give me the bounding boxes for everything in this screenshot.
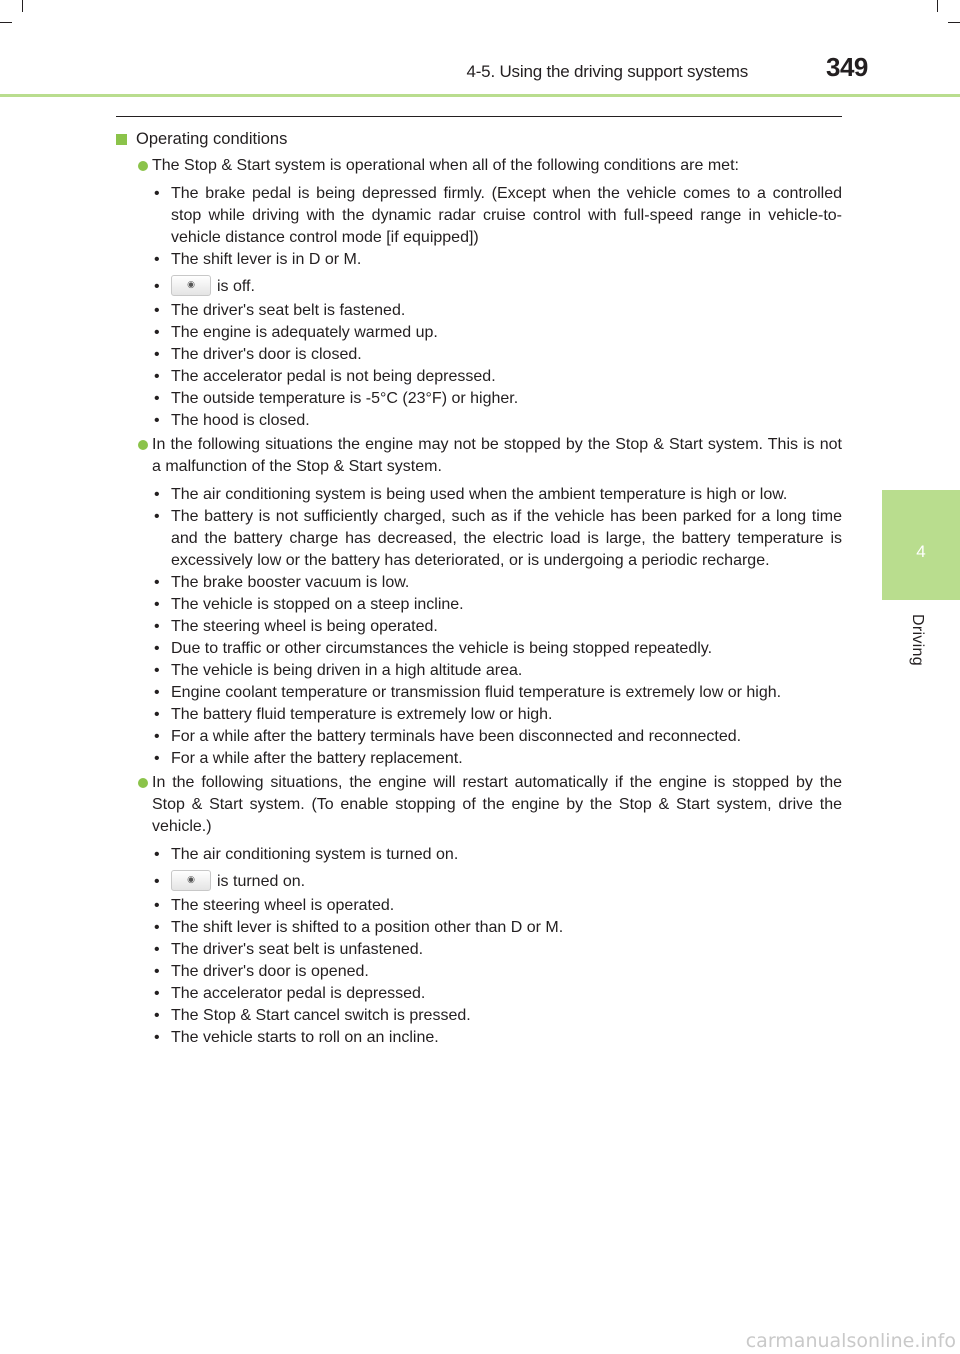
list-item: • The air conditioning system is being used when the ambient temperature is high or low. <box>154 486 788 503</box>
list-item: • Due to traffic or other circumstances the vehicle is being stopped repeatedly. <box>154 640 713 657</box>
watermark: carmanualsonline.info <box>745 1330 956 1352</box>
dot-bullet-icon <box>138 778 148 788</box>
stop-start-switch-icon: ◉ <box>171 870 211 891</box>
section-heading-text: Operating conditions <box>136 130 288 148</box>
list-item: • For a while after the battery replacement. <box>154 750 463 767</box>
list-item: • The outside temperature is -5°C (23°F) or higher. <box>154 390 519 407</box>
list-item: • The vehicle is being driven in a high altitude area. <box>154 662 523 679</box>
group-intro-text: In the following situations the engine may not be stopped by the Stop & Start system. This is not a malfunction of the Stop & Start system. <box>152 436 842 475</box>
square-bullet-icon <box>116 134 127 145</box>
list-item: • The vehicle is stopped on a steep incline. <box>154 596 464 613</box>
condition-list <box>116 183 842 432</box>
list-item: • ◉ is turned on. <box>171 871 842 893</box>
chapter-number: 4 <box>916 542 926 561</box>
group-intro <box>116 434 842 478</box>
list-item: • The driver's seat belt is fastened. <box>154 302 406 319</box>
list-item: • The brake booster vacuum is low. <box>154 574 410 591</box>
list-item: • Engine coolant temperature or transmission fluid temperature is extremely low or high. <box>154 684 782 701</box>
group-intro <box>116 772 842 838</box>
crop-mark-top-right-h <box>948 22 960 23</box>
dot-bullet-icon <box>138 440 148 450</box>
list-item: • The driver's door is closed. <box>154 346 362 363</box>
list-item: • The steering wheel is being operated. <box>154 618 438 635</box>
list-item: • The Stop & Start cancel switch is pressed. <box>154 1007 471 1024</box>
list-item: • For a while after the battery terminals have been disconnected and reconnected. <box>154 728 742 745</box>
condition-list <box>116 484 842 770</box>
list-item: • The battery fluid temperature is extremely low or high. <box>154 706 553 723</box>
list-item: • The accelerator pedal is depressed. <box>154 985 426 1002</box>
header-rule <box>0 94 960 97</box>
list-item: • The vehicle starts to roll on an incline. <box>154 1029 439 1046</box>
group-intro <box>116 155 842 177</box>
stop-start-switch-icon: ◉ <box>171 275 211 296</box>
main-content <box>116 128 842 1051</box>
list-item: • The engine is adequately warmed up. <box>154 324 438 341</box>
condition-list <box>116 844 842 1049</box>
content-rule <box>116 116 842 117</box>
crop-mark-top-left-h <box>0 22 12 23</box>
dot-bullet-icon <box>138 161 148 171</box>
group-intro-text: In the following situations, the engine will restart automatically if the engine is stopped by the Stop & Start system. (To enable stopping of the engine by the Stop & Start system, drive the vehicle.) <box>152 774 842 835</box>
list-item: • The driver's seat belt is unfastened. <box>154 941 424 958</box>
crop-mark-top-left-v <box>22 0 23 12</box>
list-item: • ◉ is off. <box>171 276 842 298</box>
chapter-tab <box>882 490 960 600</box>
list-item: • The driver's door is opened. <box>154 963 369 980</box>
section-heading <box>116 128 842 150</box>
list-item: • The battery is not sufficiently charged, such as if the vehicle has been parked for a long time and the battery charge has decreased, the electric load is large, the battery temperature is excessively low or the battery has deteriorated, or is undergoing a periodic recharge. <box>154 508 842 569</box>
header-section-title: 4-5. Using the driving support systems <box>466 62 748 81</box>
list-item: • The steering wheel is operated. <box>154 897 395 914</box>
list-item: • The brake pedal is being depressed firmly. (Except when the vehicle comes to a controlled stop while driving with the dynamic radar cruise control with full-speed range in vehicle-to-vehicle distance control mode [if equipped]) <box>154 185 842 246</box>
list-item: • The hood is closed. <box>154 412 310 429</box>
list-item: • The shift lever is in D or M. <box>154 251 362 268</box>
chapter-label: Driving <box>909 614 926 666</box>
crop-mark-top-right-v <box>937 0 938 12</box>
list-item: • The shift lever is shifted to a position other than D or M. <box>154 919 564 936</box>
group-intro-text: The Stop & Start system is operational when all of the following conditions are met: <box>152 157 739 174</box>
list-item: • The air conditioning system is turned on. <box>154 846 459 863</box>
list-item: • The accelerator pedal is not being depressed. <box>154 368 496 385</box>
page-number: 349 <box>826 52 868 82</box>
